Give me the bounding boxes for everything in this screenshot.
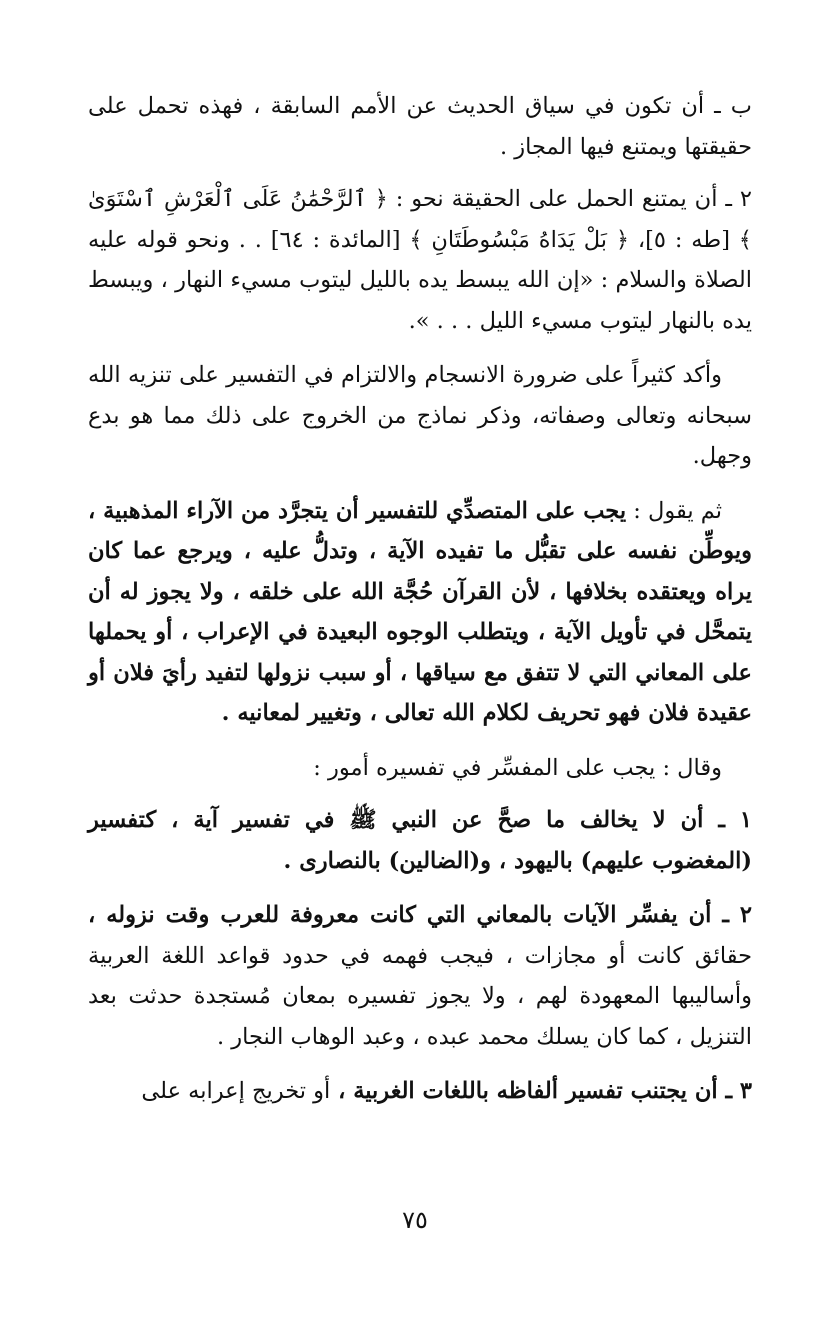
paragraph-6 [88,800,752,881]
page-body [88,86,752,1126]
paragraph-4-lead: ثم يقول : [626,497,722,524]
paragraph-6-text: ١ ـ أن لا يخالف ما صحَّ عن النبي ﷺ في تفسير آية ، كتفسير (المغضوب عليهم) باليهود ، و(الضالين) بالنصارى . [88,807,752,874]
paragraph-2 [88,179,752,341]
paragraph-1 [88,86,752,167]
paragraph-5 [88,748,752,789]
paragraph-4-quote: يجب على المتصدِّي للتفسير أن يتجرَّد من الآراء المذهبية ، ويوطِّن نفسه على تقبُّل ما تفيده الآية ، وتدلُّ عليه ، ويرجع عما كان يراه ويعتقده بخلافها ، لأن القرآن حُجَّة الله على خلقه ، ولا يجوز له أن يتمحَّل في تأويل الآية ، ويتطلب الوجوه البعيدة في الإعراب ، أو يحملها على المعاني التي لا تتفق مع سياقها ، أو سبب نزولها لتفيد رأيَ فلان أو عقيدة فلان فهو تحريف لكلام الله تعالى ، وتغيير لمعانيه . [88,497,752,726]
paragraph-4 [88,491,752,734]
paragraph-3-text: وأكد كثيراً على ضرورة الانسجام والالتزام في التفسير على تنزيه الله سبحانه وتعالى وصفاته، وذكر نماذج من الخروج على ذلك مما هو بدع وجهل. [88,362,752,469]
paragraph-8-text: أو تخريج إعرابه على [141,1078,331,1104]
page-number: ٧٥ [402,1206,428,1234]
paragraph-3 [88,355,752,477]
paragraph-7-text: حقائق كانت أو مجازات ، فيجب فهمه في حدود قواعد اللغة العربية وأساليبها المعهودة لهم ، ولا يجوز تفسيره بمعان مُستجدة حدثت بعد التنزيل ، كما كان يسلك محمد عبده ، وعبد الوهاب النجار . [88,942,752,1050]
paragraph-7 [88,895,752,1057]
paragraph-1-text: ب ـ أن تكون في سياق الحديث عن الأمم السابقة ، فهذه تحمل على حقيقتها ويمتنع فيها المجاز . [88,93,752,160]
paragraph-5-text: وقال : يجب على المفسِّر في تفسيره أمور : [313,754,722,781]
paragraph-8-lead: ٣ ـ أن يجتنب تفسير ألفاظه باللغات الغربية ، [330,1078,752,1104]
paragraph-8 [88,1071,752,1112]
paragraph-7-lead: ٢ ـ أن يفسِّر الآيات بالمعاني التي كانت معروفة للعرب وقت نزوله ، [88,902,752,928]
paragraph-2-text: ٢ ـ أن يمتنع الحمل على الحقيقة نحو : ﴿ ٱلرَّحْمَٰنُ عَلَى ٱلْعَرْشِ ٱسْتَوَىٰ ﴾ [طه : ٥]، ﴿ بَلْ يَدَاهُ مَبْسُوطَتَانِ ﴾ [المائدة : ٦٤] . . ونحو قوله عليه الصلاة والسلام : «إن الله يبسط يده بالليل ليتوب مسيء النهار ، ويبسط يده بالنهار ليتوب مسيء الليل . . . ». [88,186,752,334]
